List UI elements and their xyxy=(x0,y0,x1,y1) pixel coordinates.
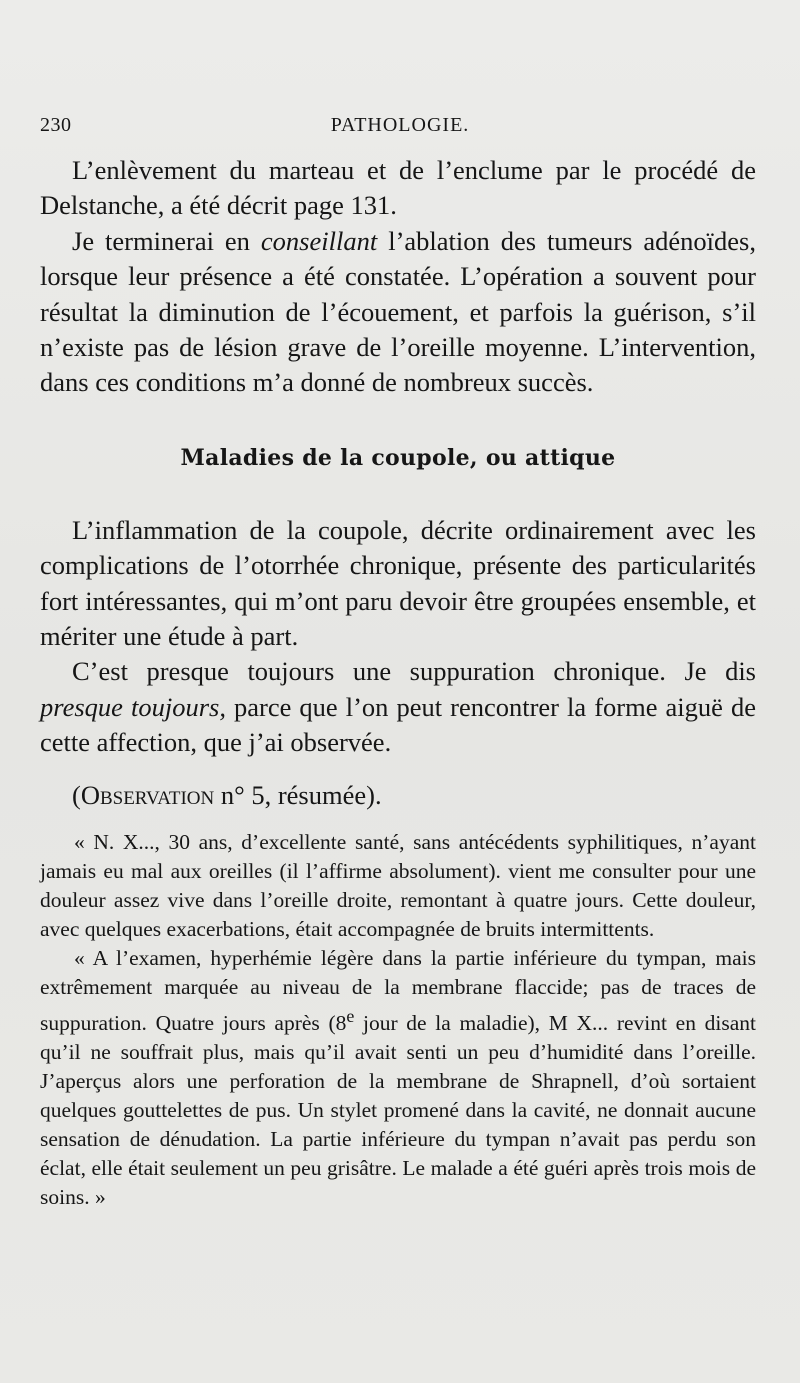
text-segment: l’ablation des tumeurs adénoïdes, lorsque leur présence a été constatée. L’opération a souvent pour résultat la diminution de l’écouement, et parfois la guérison, s’il n’existe pas de lésion grave de l’oreille moyenne. L’intervention, dans ces conditions m’a donné de nombreux succès. xyxy=(40,225,756,398)
quote-paragraph-consultation: « N. X..., 30 ans, d’excellente santé, sans antécédents syphilitiques, n’ayant jamais eu mal aux oreilles (il l’affirme absolument). vient me consulter pour une douleur assez vive dans l’oreille droite, remontant à quatre jours. Cette douleur, avec quelques exacerbations, était accompagnée de bruits intermittents. xyxy=(40,829,756,941)
observation-caption xyxy=(40,777,756,813)
page-header xyxy=(40,114,760,144)
text-segment: Je terminerai en xyxy=(72,225,261,256)
paragraph-chronic-suppuration xyxy=(40,654,756,760)
section-heading: Maladies de la coupole, ou attique xyxy=(180,444,616,471)
text-segment: jour de la maladie), M X... revint en disant qu’il ne souffrait plus, mais qu’il avait senti un peu d’humidité dans l’oreille. J’aperçus alors une perforation de la membrane de Shrapnell, d’où sortaient quelques gouttelettes de pus. Un stylet promené dans la cavité, ne donnait aucune sensation de dénudation. La partie inférieure du tympan n’avait pas perdu son éclat, elle était seulement un peu grisâtre. Le malade a été guéri après trois mois de soins. » xyxy=(40,1010,756,1209)
observation-label: Observation xyxy=(80,779,215,810)
running-title: PATHOLOGIE. xyxy=(330,114,470,136)
quote-paragraph-examination xyxy=(40,944,756,1212)
paragraph-adenoid-ablation xyxy=(40,224,756,401)
superscript: e xyxy=(346,1005,355,1026)
page-body xyxy=(40,153,756,1212)
text-segment: parce que l’on peut rencontrer la forme aiguë de cette affection, que j’ai observée. xyxy=(40,691,756,758)
text-segment: ( xyxy=(72,779,81,810)
paragraph-coupole-inflammation: L’inflammation de la coupole, décrite ordinairement avec les complications de l’otorrhée chronique, présente des particularités fort intéressantes, qui m’ont paru devoir être groupées ensemble, et mériter une étude à part. xyxy=(40,514,756,652)
text-segment: « A l’examen, hyperhémie légère dans la partie inférieure du tympan, mais extrêmement marquée au niveau de la membrane flaccide; pas de traces de suppuration. Quatre jours après (8 xyxy=(40,945,756,1035)
text-segment: n° 5, résumée). xyxy=(214,779,382,810)
emphasis-text: conseillant xyxy=(260,225,378,256)
case-quotation xyxy=(40,828,756,1212)
page-number: 230 xyxy=(40,114,72,136)
paragraph-ossicle-removal: L’enlèvement du marteau et de l’enclume par le procédé de Delstanche, a été décrit page 131. xyxy=(40,155,756,221)
text-segment: C’est presque toujours une suppuration chronique. Je dis xyxy=(72,656,756,687)
emphasis-text: presque toujours, xyxy=(40,691,226,722)
